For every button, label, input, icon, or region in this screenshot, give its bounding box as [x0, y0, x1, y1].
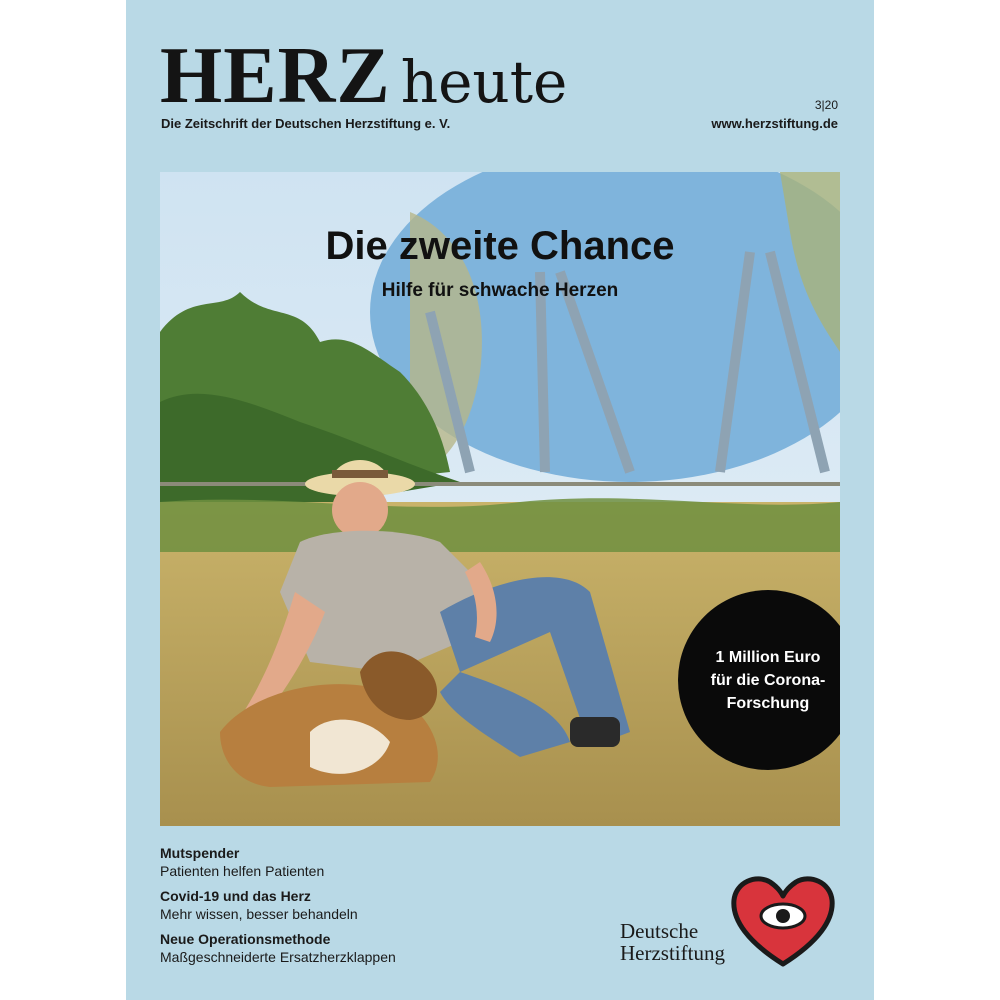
masthead	[160, 32, 568, 120]
teaser-subtitle: Patienten helfen Patienten	[160, 863, 325, 879]
teaser-item	[160, 887, 396, 923]
cover-subheadline: Hilfe für schwache Herzen	[381, 280, 619, 301]
badge-line-1: 1 Million Euro	[715, 648, 821, 666]
teaser-title: Covid-19 und das Herz	[160, 888, 311, 904]
teaser-subtitle: Mehr wissen, besser behandeln	[160, 906, 358, 922]
logo-line-1: Deutsche	[620, 919, 699, 943]
cover-photo	[160, 172, 840, 826]
teaser-list	[160, 844, 396, 973]
masthead-title-bold: HERZ	[160, 32, 391, 120]
logo-text	[620, 920, 725, 964]
tagline: Die Zeitschrift der Deutschen Herzstiftung e. V.	[161, 116, 451, 131]
issue-number: 3|20	[814, 98, 838, 112]
website-url: www.herzstiftung.de	[711, 116, 838, 131]
badge-line-2: für die Corona-	[710, 671, 826, 689]
logo-line-2: Herzstiftung	[620, 941, 725, 965]
teaser-title: Neue Operationsmethode	[160, 931, 331, 947]
teaser-title: Mutspender	[160, 845, 240, 861]
teaser-item	[160, 930, 396, 966]
magazine-cover	[126, 0, 874, 1000]
teaser-item	[160, 844, 396, 880]
badge-line-3: Forschung	[726, 694, 810, 712]
heart-eye-icon	[728, 872, 838, 972]
masthead-title-light: heute	[400, 48, 568, 116]
herzstiftung-logo	[620, 872, 850, 982]
cover-headline: Die zweite Chance	[325, 224, 675, 268]
teaser-subtitle: Maßgeschneiderte Ersatzherzklappen	[160, 949, 396, 965]
